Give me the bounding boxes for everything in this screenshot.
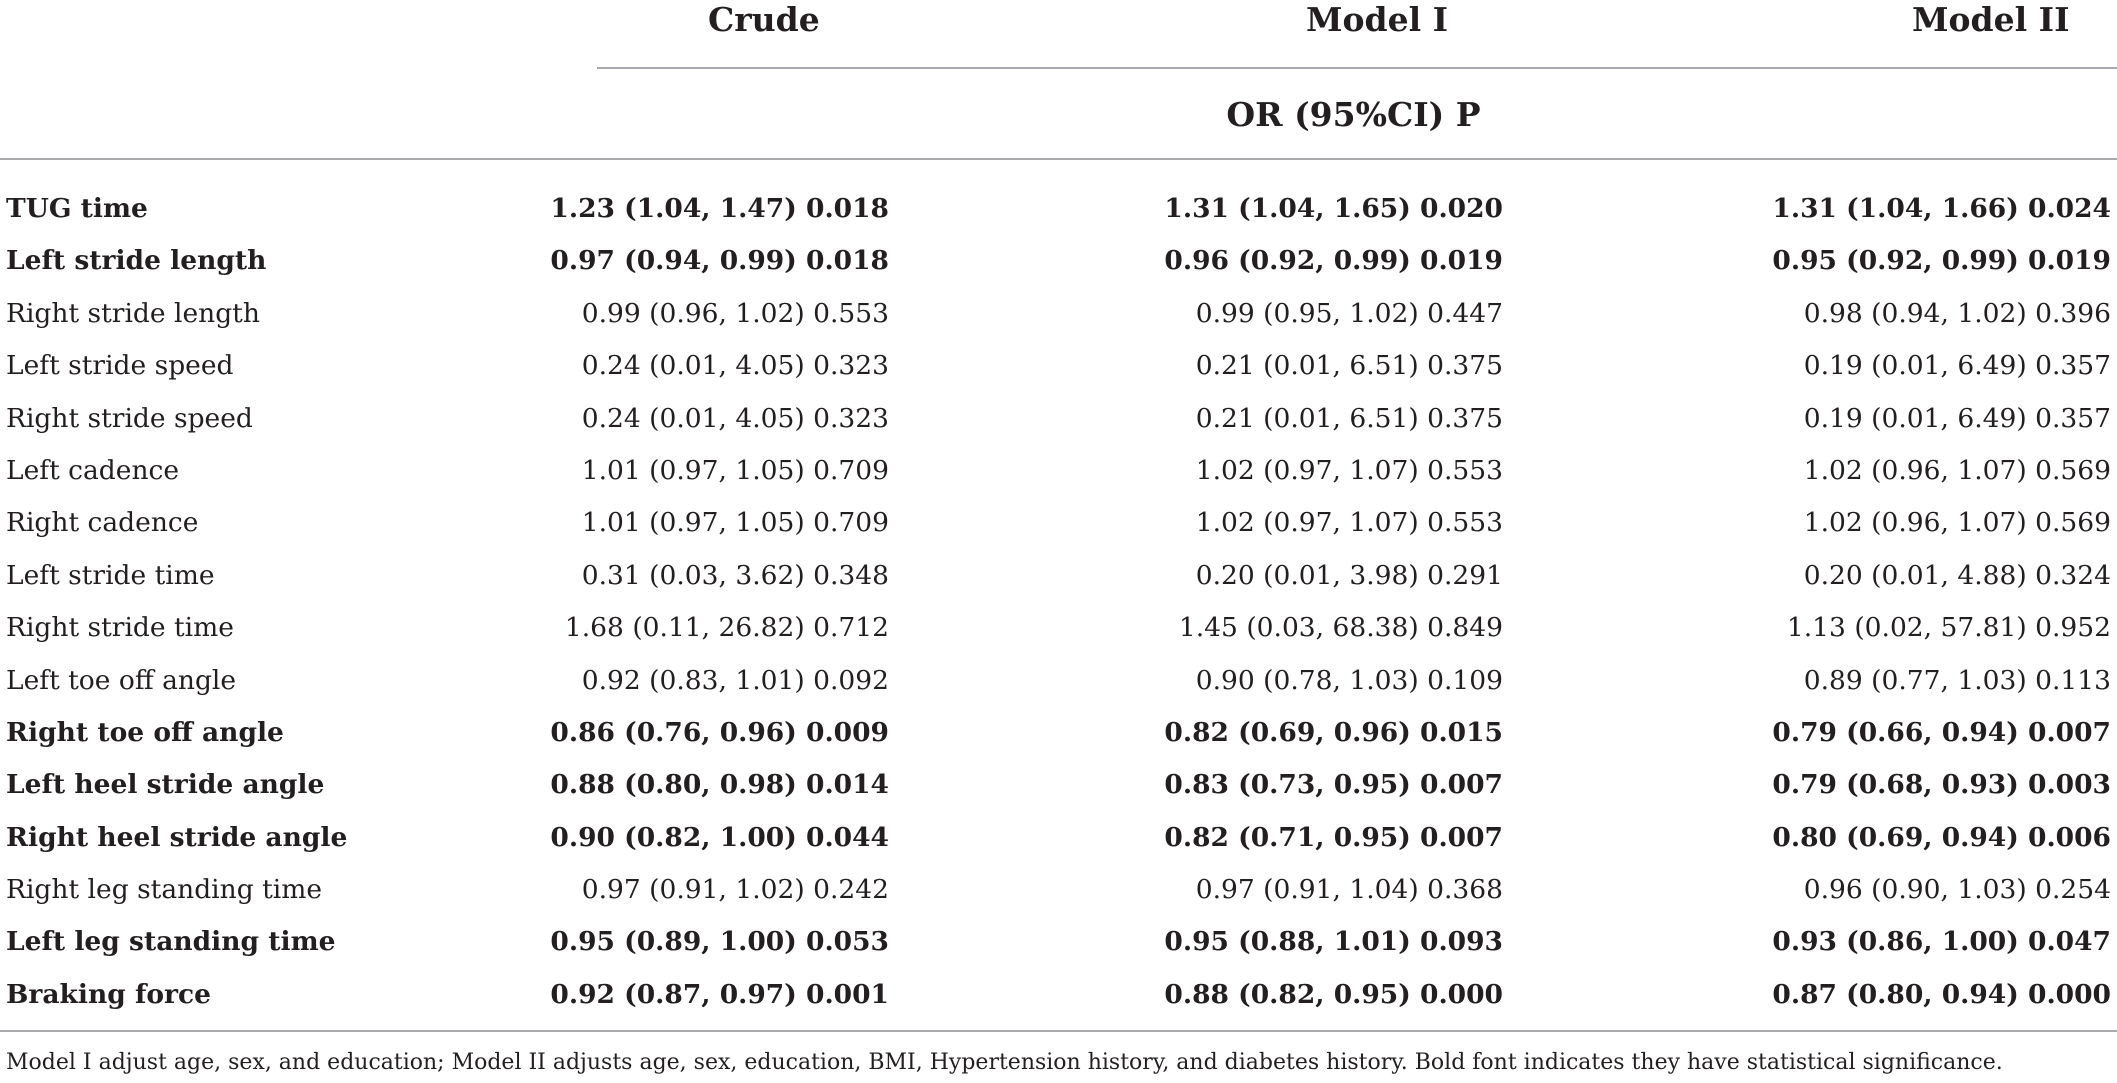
cell-crude: 1.01 (0.97, 1.05) 0.709 [581,507,889,539]
column-header-model-2: Model II [1912,0,2070,39]
subheader-or-ci-p: OR (95%CI) P [1226,95,1481,134]
table-bottom-rule [0,1030,2117,1032]
table-row [0,812,2117,864]
cell-model-2: 0.98 (0.94, 1.02) 0.396 [1803,297,2111,329]
row-label: Right stride length [6,297,260,329]
cell-crude: 1.23 (1.04, 1.47) 0.018 [550,193,889,224]
cell-model-2: 1.02 (0.96, 1.07) 0.569 [1803,507,2111,539]
cell-model-2: 1.31 (1.04, 1.66) 0.024 [1772,193,2111,224]
table-row [0,916,2117,968]
cell-model-2: 0.79 (0.66, 0.94) 0.007 [1772,716,2111,748]
table-body [0,183,2117,1021]
cell-model-2: 0.79 (0.68, 0.93) 0.003 [1772,769,2111,801]
table-row [0,340,2117,392]
cell-crude: 0.24 (0.01, 4.05) 0.323 [581,402,889,434]
cell-model-1: 0.95 (0.88, 1.01) 0.093 [1164,926,1503,958]
cell-crude: 1.68 (0.11, 26.82) 0.712 [564,612,889,644]
table-row [0,497,2117,549]
table-row [0,655,2117,707]
cell-crude: 0.99 (0.96, 1.02) 0.553 [581,297,889,329]
cell-model-1: 1.31 (1.04, 1.65) 0.020 [1164,193,1503,224]
row-label: Right heel stride angle [6,821,348,853]
cell-model-1: 0.21 (0.01, 6.51) 0.375 [1195,350,1503,382]
table-row [0,602,2117,654]
cell-model-2: 0.19 (0.01, 6.49) 0.357 [1803,350,2111,382]
cell-crude: 0.95 (0.89, 1.00) 0.053 [550,926,889,958]
cell-model-2: 0.95 (0.92, 0.99) 0.019 [1772,245,2111,277]
cell-model-1: 0.97 (0.91, 1.04) 0.368 [1195,874,1503,906]
cell-model-1: 0.88 (0.82, 0.95) 0.000 [1164,978,1503,1010]
cell-model-1: 0.82 (0.71, 0.95) 0.007 [1164,821,1503,853]
cell-crude: 0.88 (0.80, 0.98) 0.014 [550,769,889,801]
column-header-model-1: Model I [1306,0,1449,39]
cell-model-1: 0.99 (0.95, 1.02) 0.447 [1195,297,1503,329]
cell-model-2: 0.20 (0.01, 4.88) 0.324 [1803,559,2111,591]
cell-crude: 0.92 (0.83, 1.01) 0.092 [581,664,889,696]
row-label: Right stride time [6,612,234,644]
row-label: Right toe off angle [6,716,284,748]
table-row [0,288,2117,340]
row-label: Braking force [6,978,212,1010]
cell-model-1: 1.02 (0.97, 1.07) 0.553 [1195,454,1503,486]
cell-crude: 0.86 (0.76, 0.96) 0.009 [550,716,889,748]
row-label: TUG time [6,193,148,224]
cell-model-2: 0.87 (0.80, 0.94) 0.000 [1772,978,2111,1010]
table-row [0,393,2117,445]
cell-model-1: 0.82 (0.69, 0.96) 0.015 [1164,716,1503,748]
row-label: Left leg standing time [6,926,336,958]
cell-crude: 1.01 (0.97, 1.05) 0.709 [581,454,889,486]
header-bottom-rule [0,158,2117,160]
cell-model-2: 1.02 (0.96, 1.07) 0.569 [1803,454,2111,486]
cell-model-2: 0.19 (0.01, 6.49) 0.357 [1803,402,2111,434]
cell-model-2: 0.89 (0.77, 1.03) 0.113 [1803,664,2111,696]
column-header-crude: Crude [708,0,820,39]
row-label: Left stride length [6,245,267,277]
table-row [0,235,2117,287]
table-row [0,969,2117,1021]
row-label: Left cadence [6,454,180,486]
cell-model-2: 1.13 (0.02, 57.81) 0.952 [1786,612,2111,644]
row-label: Left stride time [6,559,215,591]
cell-model-2: 0.80 (0.69, 0.94) 0.006 [1772,821,2111,853]
table-row [0,759,2117,811]
row-label: Right stride speed [6,402,253,434]
row-label: Left toe off angle [6,664,237,696]
cell-model-1: 1.02 (0.97, 1.07) 0.553 [1195,507,1503,539]
cell-crude: 0.92 (0.87, 0.97) 0.001 [550,978,889,1010]
table-footnote: Model I adjust age, sex, and education; Model II adjusts age, sex, education, BMI, Hypertension history, and diabetes history. Bold font indicates they have statistical significance. [6,1050,2003,1075]
table-row [0,445,2117,497]
cell-model-1: 1.45 (0.03, 68.38) 0.849 [1178,612,1503,644]
row-label: Right leg standing time [6,874,323,906]
cell-model-1: 0.21 (0.01, 6.51) 0.375 [1195,402,1503,434]
row-label: Right cadence [6,507,199,539]
cell-model-2: 0.93 (0.86, 1.00) 0.047 [1772,926,2111,958]
row-label: Left heel stride angle [6,769,325,801]
cell-model-1: 0.83 (0.73, 0.95) 0.007 [1164,769,1503,801]
table-row [0,707,2117,759]
cell-model-2: 0.96 (0.90, 1.03) 0.254 [1803,874,2111,906]
cell-model-1: 0.96 (0.92, 0.99) 0.019 [1164,245,1503,277]
table-row [0,183,2117,235]
subheader-container [590,0,2117,160]
cell-crude: 0.31 (0.03, 3.62) 0.348 [581,559,889,591]
cell-model-1: 0.20 (0.01, 3.98) 0.291 [1195,559,1503,591]
cell-model-1: 0.90 (0.78, 1.03) 0.109 [1195,664,1503,696]
cell-crude: 0.90 (0.82, 1.00) 0.044 [550,821,889,853]
table-row [0,550,2117,602]
cell-crude: 0.97 (0.91, 1.02) 0.242 [581,874,889,906]
cell-crude: 0.24 (0.01, 4.05) 0.323 [581,350,889,382]
cell-crude: 0.97 (0.94, 0.99) 0.018 [550,245,889,277]
row-label: Left stride speed [6,350,234,382]
table-row [0,864,2117,916]
